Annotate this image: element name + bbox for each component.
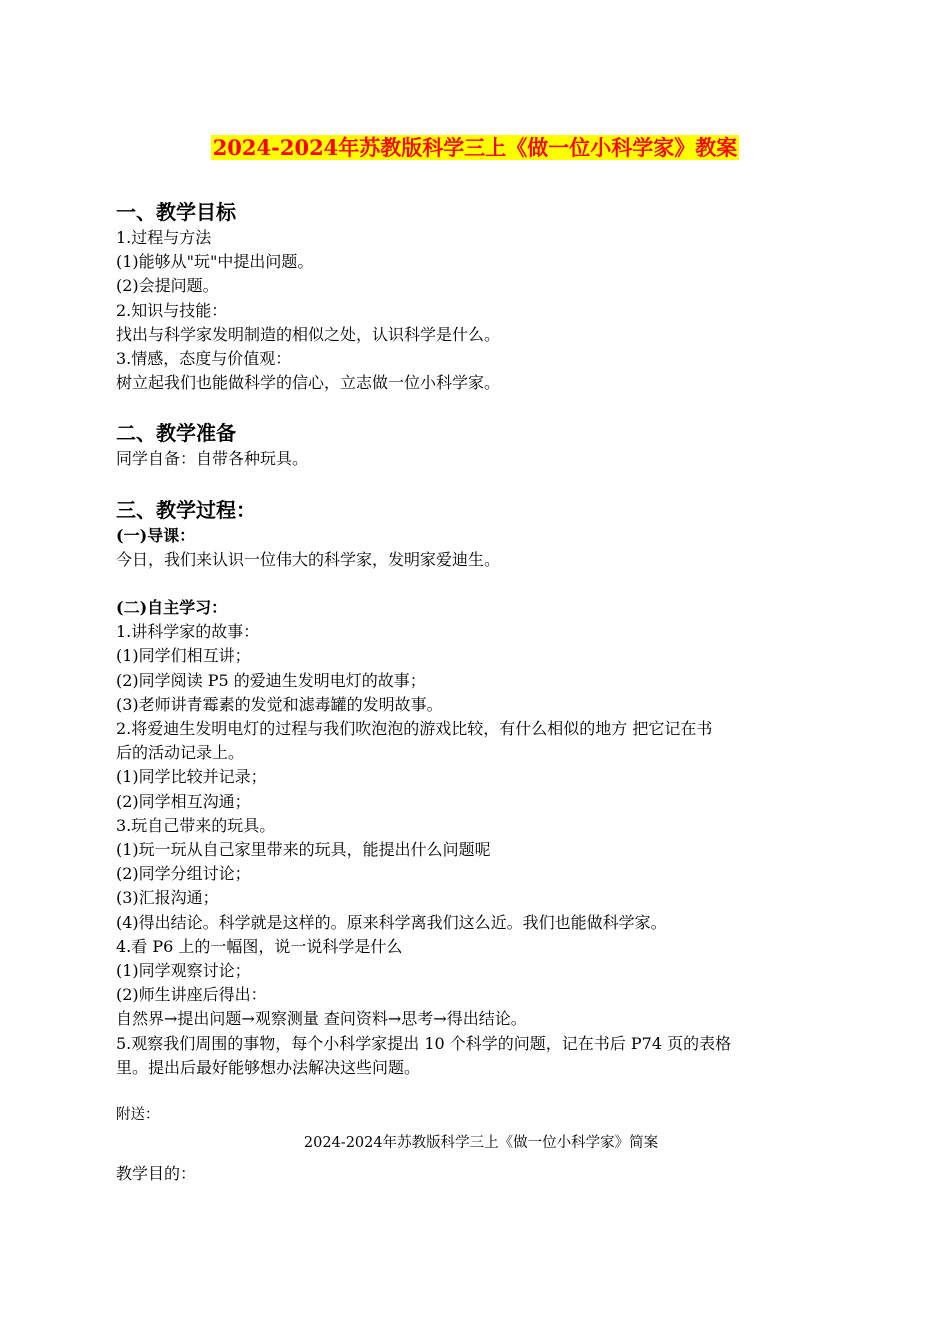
section-heading-goals: 一、教学目标: [116, 200, 236, 224]
self-study-list: [116, 620, 846, 1080]
text-line: (3)汇报沟通；: [116, 888, 219, 908]
text-line: 里。提出后最好能够想办法解决这些问题。: [116, 1057, 421, 1077]
text-line: 后的活动记录上。: [116, 743, 245, 763]
text-line: 4.看 P6 上的一幅图，说一说科学是什么: [116, 936, 403, 956]
text-line: 同学自备：自带各种玩具。: [116, 449, 309, 469]
appendix-last-line: 教学目的：: [116, 1164, 197, 1184]
text-line: (1)同学观察讨论；: [116, 961, 251, 981]
text-line: (1)同学比较并记录；: [116, 767, 267, 787]
subheading-self-study: (二)自主学习：: [116, 598, 228, 618]
text-line: 2.将爱迪生发明电灯的过程与我们吹泡泡的游戏比较，有什么相似的地方 把它记在书: [116, 719, 713, 739]
appendix-subtitle: 2024-2024年苏教版科学三上《做一位小科学家》简案: [303, 1135, 659, 1152]
document-title: 2024-2024年苏教版科学三上《做一位小科学家》教案: [212, 135, 738, 160]
text-line: (2)同学相互沟通；: [116, 791, 251, 811]
text-line: (1)玩一玩从自己家里带来的玩具，能提出什么问题呢: [116, 840, 491, 860]
section-heading-process: 三、教学过程：: [116, 497, 256, 522]
text-line: (3)老师讲青霉素的发觉和滤毒罐的发明故事。: [116, 694, 443, 714]
text-line: (2)同学阅读 P5 的爱迪生发明电灯的故事；: [116, 670, 426, 690]
section-heading-prep: 二、教学准备: [116, 421, 236, 446]
text-line: (2)会提问题。: [116, 276, 219, 296]
text-line: (2)师生讲座后得出：: [116, 985, 267, 1005]
document-body: [116, 198, 846, 1186]
text-line: 自然界→提出问题→观察测量 查问资料→思考→得出结论。: [116, 1009, 527, 1029]
text-line: 1.过程与方法: [116, 228, 212, 247]
text-line: 树立起我们也能做科学的信心，立志做一位小科学家。: [116, 373, 501, 393]
text-line: 今日，我们来认识一位伟大的科学家，发明家爱迪生。: [116, 549, 501, 569]
text-line: (1)同学们相互讲；: [116, 646, 251, 666]
goals-list: [116, 226, 846, 395]
text-line: 5.观察我们周围的事物，每个小科学家提出 10 个科学的问题，记在书后 P74 页的表格: [116, 1033, 732, 1053]
document-title-row: [0, 133, 950, 163]
subheading-intro: (一)导课：: [116, 525, 196, 545]
text-line: (2)同学分组讨论；: [116, 864, 251, 884]
text-line: (4)得出结论。科学就是这样的。原来科学离我们这么近。我们也能做科学家。: [116, 912, 667, 932]
text-line: 3.玩自己带来的玩具。: [116, 815, 276, 835]
text-line: (1)能够从"玩"中提出问题。: [116, 252, 314, 272]
text-line: 2.知识与技能：: [116, 300, 228, 320]
appendix-label: 附送：: [116, 1107, 160, 1124]
text-line: 3.情感，态度与价值观：: [116, 349, 292, 369]
text-line: 找出与科学家发明制造的相似之处，认识科学是什么。: [116, 324, 501, 344]
text-line: 1.讲科学家的故事：: [116, 622, 260, 642]
